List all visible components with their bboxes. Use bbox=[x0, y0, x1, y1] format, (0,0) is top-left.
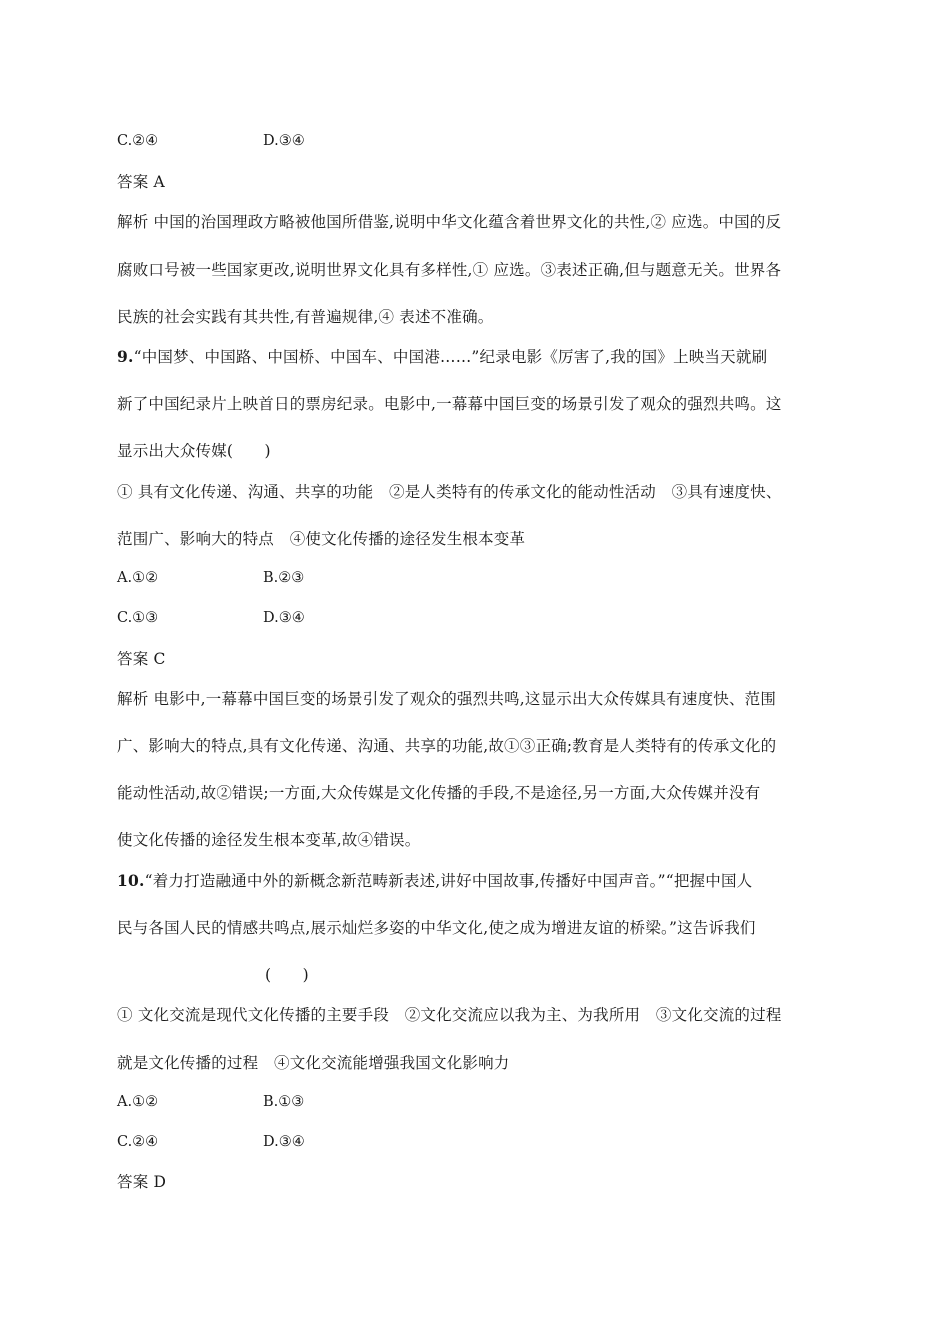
option-b: B.①③ bbox=[263, 1094, 305, 1110]
option-d: D.③④ bbox=[263, 610, 305, 626]
answer-line: 答案 A bbox=[117, 173, 165, 191]
option-c: C.②④ bbox=[117, 133, 159, 149]
analysis-line-1: 解析 中国的治国理政方略被他国所借鉴,说明中华文化蕴含着世界文化的共性,② 应选。中国的反 bbox=[117, 213, 782, 231]
question-9-items-line-1: ① 具有文化传递、沟通、共享的功能 ②是人类特有的传承文化的能动性活动 ③具有速度快、 bbox=[117, 483, 782, 501]
analysis-line-2: 腐败口号被一些国家更改,说明世界文化具有多样性,① 应选。③表述正确,但与题意无关。世界各 bbox=[117, 261, 782, 279]
answer-line: 答案 C bbox=[117, 650, 166, 668]
question-9-stem-line-3: 显示出大众传媒( ) bbox=[117, 442, 271, 460]
option-b: B.②③ bbox=[263, 570, 305, 586]
question-9-items-line-2: 范围广、影响大的特点 ④使文化传播的途径发生根本变革 bbox=[117, 530, 526, 548]
option-d: D.③④ bbox=[263, 1134, 305, 1150]
question-10-stem-line-2: 民与各国人民的情感共鸣点,展示灿烂多姿的中华文化,使之成为增进友谊的桥梁。”这告诉我们 bbox=[117, 919, 756, 937]
question-10-items-line-1: ① 文化交流是现代文化传播的主要手段 ②文化交流应以我为主、为我所用 ③文化交流的过程 bbox=[117, 1006, 782, 1024]
option-c: C.①③ bbox=[117, 610, 159, 626]
question-number: 10. bbox=[117, 871, 145, 890]
option-d: D.③④ bbox=[263, 133, 305, 149]
question-10-items-line-2: 就是文化传播的过程 ④文化交流能增强我国文化影响力 bbox=[117, 1054, 510, 1072]
question-9-stem-line-1 bbox=[117, 347, 767, 367]
question-10-stem-line-1 bbox=[117, 871, 752, 891]
question-10-stem-line-3: ( ) bbox=[265, 966, 309, 984]
question-9-stem-line-2: 新了中国纪录片上映首日的票房纪录。电影中,一幕幕中国巨变的场景引发了观众的强烈共鸣。这 bbox=[117, 395, 782, 413]
question-stem-text: “着力打造融通中外的新概念新范畴新表述,讲好中国故事,传播好中国声音。”“把握中国人 bbox=[144, 872, 753, 890]
option-a: A.①② bbox=[117, 1094, 159, 1110]
option-c: C.②④ bbox=[117, 1134, 159, 1150]
option-a: A.①② bbox=[117, 570, 159, 586]
analysis-line-1: 解析 电影中,一幕幕中国巨变的场景引发了观众的强烈共鸣,这显示出大众传媒具有速度快、范围 bbox=[117, 690, 777, 708]
question-stem-text: “中国梦、中国路、中国桥、中国车、中国港……”纪录电影《厉害了,我的国》上映当天就刷 bbox=[133, 348, 768, 366]
question-number: 9. bbox=[117, 347, 134, 366]
analysis-line-2: 广、影响大的特点,具有文化传递、沟通、共享的功能,故①③正确;教育是人类特有的传承文化的 bbox=[117, 737, 777, 755]
analysis-line-3: 能动性活动,故②错误;一方面,大众传媒是文化传播的手段,不是途径,另一方面,大众传媒并没有 bbox=[117, 784, 761, 802]
analysis-line-3: 民族的社会实践有其共性,有普遍规律,④ 表述不准确。 bbox=[117, 308, 494, 326]
analysis-line-4: 使文化传播的途径发生根本变革,故④错误。 bbox=[117, 831, 421, 849]
answer-line: 答案 D bbox=[117, 1173, 167, 1191]
